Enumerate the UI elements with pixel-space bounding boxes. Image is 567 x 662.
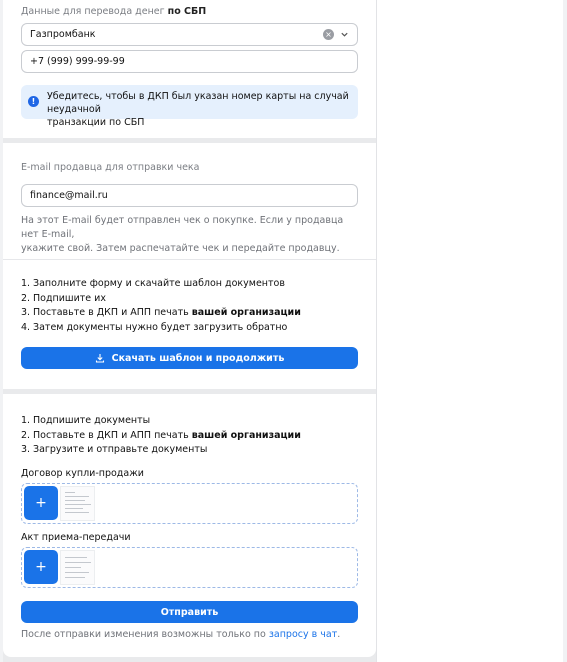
act-upload-label: Акт приема-передачи [21,532,131,543]
sbp-label [21,6,206,17]
download-template-button[interactable] [21,347,358,369]
list-item: 1. Подпишите документы [21,415,151,426]
phone-input[interactable] [21,50,358,73]
email-card [3,143,376,389]
email-hint-line-2: укажите свой. Затем распечатайте чек и передайте продавцу. [21,243,340,254]
list-item: 3. Загрузите и отправьте документы [21,444,208,455]
list-item: 2. Поставьте в ДКП и АПП печать вашей организации [21,429,301,441]
add-act-button[interactable]: + [24,550,58,584]
contract-upload-label: Договор купли-продажи [21,468,144,479]
form-column [3,0,376,662]
submit-button[interactable] [21,601,358,623]
list-item: 2. Подпишите их [21,292,106,304]
document-thumbnail [60,550,95,585]
bank-value: Газпромбанк [30,29,96,40]
document-thumbnail [60,486,95,521]
download-icon [95,353,105,363]
email-value: finance@mail.ru [30,190,108,201]
info-line-1: Убедитесь, чтобы в ДКП был указан номер карты на случай неудачной [47,91,349,115]
chat-request-link[interactable]: запросу в чат [268,629,338,640]
bank-select[interactable] [21,23,358,46]
sbp-label-bold: по СБП [167,6,207,17]
email-hint [21,214,356,256]
list-item: 3. Поставьте в ДКП и АПП печать вашей организации [21,307,301,318]
info-line-2: транзакции по СБП [47,117,145,128]
contract-dropzone[interactable] [21,483,358,524]
act-dropzone[interactable] [21,547,358,588]
add-contract-button[interactable]: + [24,486,58,520]
footer-note [21,629,340,640]
divider [3,259,376,260]
upload-card [3,394,376,657]
chevron-down-icon[interactable] [340,30,349,39]
email-input[interactable] [21,184,358,207]
clear-icon[interactable]: × [323,29,334,40]
sbp-info-box [21,85,358,128]
right-panel [376,0,563,662]
email-hint-line-1: На этот E-mail будет отправлен чек о покупке. Если у продавца нет E-mail, [21,215,344,240]
sbp-card [3,0,376,138]
sbp-label-text: Данные для перевода денег [21,6,165,17]
submit-button-label: Отправить [160,606,219,618]
list-item: 1. Заполните форму и скачайте шаблон документов [21,278,285,289]
download-steps-list [21,277,301,335]
phone-value: +7 (999) 999-99-99 [30,56,125,67]
info-icon: ! [28,96,39,107]
upload-steps-list [21,414,301,458]
footer-note-text: После отправки изменения возможны только по [21,629,269,640]
email-label: E-mail продавца для отправки чека [21,162,200,173]
footer-note-end: . [337,629,341,640]
list-item: 4. Затем документы нужно будет загрузить обратно [21,321,288,333]
download-button-label: Скачать шаблон и продолжить [111,352,285,364]
